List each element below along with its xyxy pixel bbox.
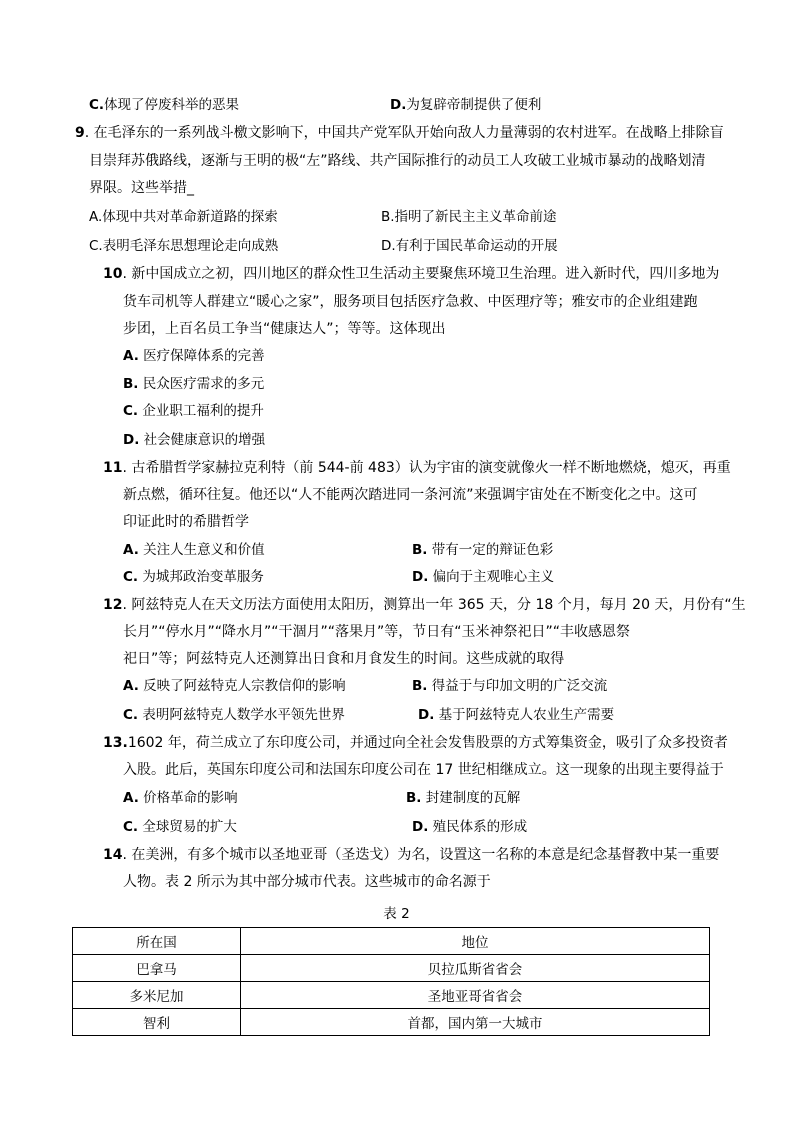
q11-stem-line-2: 新点燃，循环往复。他还以“人不能两次踏进同一条河流”来强调宇宙处在不断变化之中。这可 (123, 487, 698, 503)
q13-option-d: D. 殖民体系的形成 (412, 819, 528, 835)
table-header-cell: 所在国 (73, 928, 241, 955)
q9-option-a: A.体现中共对革命新道路的探索 (89, 209, 278, 225)
q10-stem-line-3: 步团，上百名员工争当“健康达人”；等等。这体现出 (123, 321, 446, 337)
q9-stem-line-2: 目崇拜苏俄路线，逐渐与王明的极“左”路线、共产国际推行的动员工人攻破工业城市暴动的战略划清 (89, 153, 706, 169)
table-row (73, 1009, 710, 1036)
q9-option-d: D.有利于国民革命运动的开展 (381, 238, 558, 254)
q9-option-b: B.指明了新民主主义革命前途 (381, 209, 557, 225)
table-cell: 首都，国内第一大城市 (241, 1009, 710, 1036)
q11-stem-line-3: 印证此时的希腊哲学 (123, 514, 249, 530)
q10-option-b: B. 民众医疗需求的多元 (123, 376, 265, 392)
table-caption: 表 2 (383, 906, 410, 922)
table-cell: 巴拿马 (73, 955, 241, 982)
q13-option-a: A. 价格革命的影响 (123, 790, 238, 806)
q14-stem-line-1: 14. 在美洲，有多个城市以圣地亚哥（圣迭戈）为名，设置这一名称的本意是纪念基督教中某一重要 (103, 847, 720, 863)
table-cell: 智利 (73, 1009, 241, 1036)
question-number: 14 (103, 847, 123, 863)
q10-option-d: D. 社会健康意识的增强 (123, 432, 266, 448)
q13-stem-line-1: 13.1602 年，荷兰成立了东印度公司，并通过向全社会发售股票的方式筹集资金，吸引了众多投资者 (103, 735, 728, 751)
question-number: 13. (103, 735, 128, 751)
q10-option-c: C. 企业职工福利的提升 (123, 403, 264, 419)
q13-option-c: C. 全球贸易的扩大 (123, 819, 237, 835)
q11-option-a: A. 关注人生意义和价值 (123, 542, 265, 558)
q12-option-b: B. 得益于与印加文明的广泛交流 (412, 678, 608, 694)
q12-stem-line-1: 12. 阿兹特克人在天文历法方面使用太阳历，测算出一年 365 天，分 18 个月，每月 20 天，月份有“生 (103, 597, 746, 613)
q10-stem-line-1: 10. 新中国成立之初，四川地区的群众性卫生活动主要聚焦环境卫生治理。进入新时代，四川多地为 (103, 266, 720, 282)
option-letter: D. (390, 97, 407, 113)
table-header-row (73, 928, 710, 955)
q12-stem-line-2: 长月”“停水月”“降水月”“干涸月”“落果月”等，节日有“玉米神祭祀日”“丰收感恩祭 (123, 624, 631, 640)
q13-stem-line-2: 入股。此后，英国东印度公司和法国东印度公司在 17 世纪相继成立。这一现象的出现主要得益于 (123, 762, 724, 778)
table-cell: 多米尼加 (73, 982, 241, 1009)
question-number: 9 (75, 125, 85, 141)
option-letter: C. (89, 97, 105, 113)
q12-option-a: A. 反映了阿兹特克人宗教信仰的影响 (123, 678, 346, 694)
q10-stem-line-2: 货车司机等人群建立“暖心之家”，服务项目包括医疗急救、中医理疗等；雅安市的企业组建跑 (123, 294, 698, 310)
table-row (73, 955, 710, 982)
q12-option-d: D. 基于阿兹特克人农业生产需要 (418, 707, 615, 723)
table-row (73, 982, 710, 1009)
question-number: 10 (103, 266, 123, 282)
q10-option-a: A. 医疗保障体系的完善 (123, 348, 265, 364)
table-header-cell: 地位 (241, 928, 710, 955)
question-number: 11 (103, 460, 123, 476)
q9-stem-line-1: 9. 在毛泽东的一系列战斗檄文影响下，中国共产党军队开始向敌人力量薄弱的农村进军。在战略上排除盲 (75, 125, 724, 141)
q11-stem-line-1: 11. 古希腊哲学家赫拉克利特（前 544-前 483）认为宇宙的演变就像火一样不断地燃烧，熄灭，再重 (103, 460, 731, 476)
q9-stem-line-3: 界限。这些举措_ (89, 180, 194, 196)
q13-option-b: B. 封建制度的瓦解 (406, 790, 521, 806)
q12-stem-line-3: 祀日”等；阿兹特克人还测算出日食和月食发生的时间。这些成就的取得 (123, 651, 565, 667)
city-table (72, 927, 710, 1036)
table-cell: 贝拉瓜斯省省会 (241, 955, 710, 982)
q8-option-c (89, 95, 239, 115)
q9-option-c: C.表明毛泽东思想理论走向成熟 (89, 238, 279, 254)
question-number: 12 (103, 597, 123, 613)
q14-stem-line-2: 人物。表 2 所示为其中部分城市代表。这些城市的命名源于 (123, 874, 491, 890)
q11-option-d: D. 偏向于主观唯心主义 (412, 569, 555, 585)
q11-option-b: B. 带有一定的辩证色彩 (412, 542, 554, 558)
q12-option-c: C. 表明阿兹特克人数学水平领先世界 (123, 707, 345, 723)
q8-option-d (390, 95, 541, 115)
option-text: 为复辟帝制提供了便利 (406, 97, 542, 113)
table-cell: 圣地亚哥省省会 (241, 982, 710, 1009)
option-text: 体现了停废科举的恶果 (104, 97, 240, 113)
q11-option-c: C. 为城邦政治变革服务 (123, 569, 264, 585)
